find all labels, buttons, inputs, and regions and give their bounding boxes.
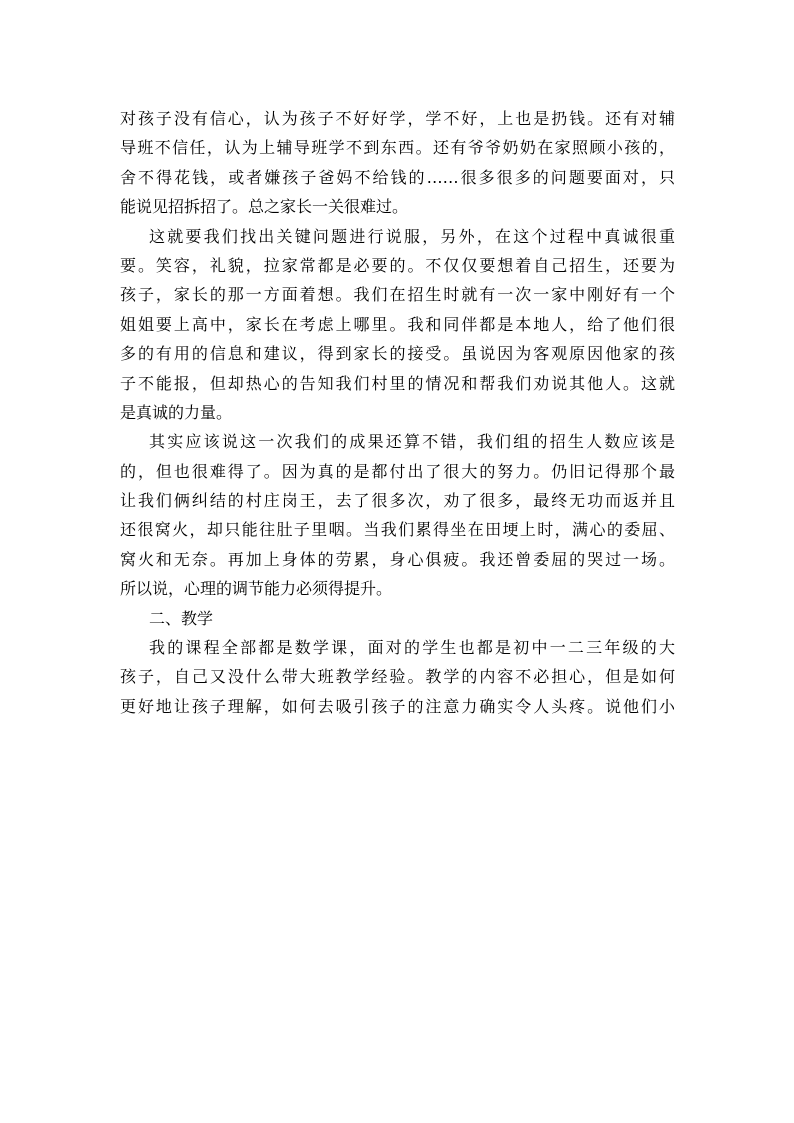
text-line: 的，但也很难得了。因为真的是都付出了很大的努力。仍旧记得那个最	[120, 461, 675, 481]
section-heading: 二、教学	[149, 608, 214, 628]
text-line: 其实应该说这一次我们的成果还算不错，我们组的招生人数应该是	[149, 432, 675, 452]
text-line: 要。笑容，礼貌，拉家常都是必要的。不仅仅要想着自己招生，还要为	[120, 255, 675, 275]
text-line: 能说见招拆招了。总之家长一关很难过。	[120, 197, 409, 217]
text-line: 窝火和无奈。再加上身体的劳累，身心俱疲。我还曾委屈的哭过一场。	[120, 549, 675, 569]
text-line: 孩子，家长的那一方面着想。我们在招生时就有一次一家中刚好有一个	[120, 285, 675, 305]
paragraph-4	[120, 633, 675, 721]
text-line: 舍不得花钱，或者嫌孩子爸妈不给钱的……很多很多的问题要面对，只	[120, 167, 675, 187]
document-body	[120, 104, 675, 721]
text-line: 是真诚的力量。	[120, 402, 233, 422]
section-heading-teaching	[120, 604, 675, 633]
paragraph-3	[120, 427, 675, 603]
text-line: 还很窝火，却只能往肚子里咽。当我们累得坐在田埂上时，满心的委屈、	[120, 520, 675, 540]
text-line: 对孩子没有信心，认为孩子不好好学，学不好，上也是扔钱。还有对辅	[120, 109, 675, 128]
paragraph-2	[120, 222, 675, 428]
text-line: 子不能报，但却热心的告知我们村里的情况和帮我们劝说其他人。这就	[120, 373, 675, 393]
paragraph-1	[120, 104, 675, 222]
text-line: 让我们俩纠结的村庄岗王，去了很多次，劝了很多，最终无功而返并且	[120, 491, 675, 511]
text-line: 这就要我们找出关键问题进行说服，另外，在这个过程中真诚很重	[149, 226, 675, 246]
text-line: 所以说，心理的调节能力必须得提升。	[120, 579, 393, 599]
text-line: 更好地让孩子理解，如何去吸引孩子的注意力确实令人头疼。说他们小	[120, 696, 675, 716]
text-line: 多的有用的信息和建议，得到家长的接受。虽说因为客观原因他家的孩	[120, 344, 675, 364]
text-line: 我的课程全部都是数学课，面对的学生也都是初中一二三年级的大	[149, 638, 675, 658]
text-line: 导班不信任，认为上辅导班学不到东西。还有爷爷奶奶在家照顾小孩的，	[120, 138, 675, 158]
text-line: 孩子，自己又没什么带大班教学经验。教学的内容不必担心，但是如何	[120, 667, 675, 687]
text-line: 姐姐要上高中，家长在考虑上哪里。我和同伴都是本地人，给了他们很	[120, 314, 675, 334]
